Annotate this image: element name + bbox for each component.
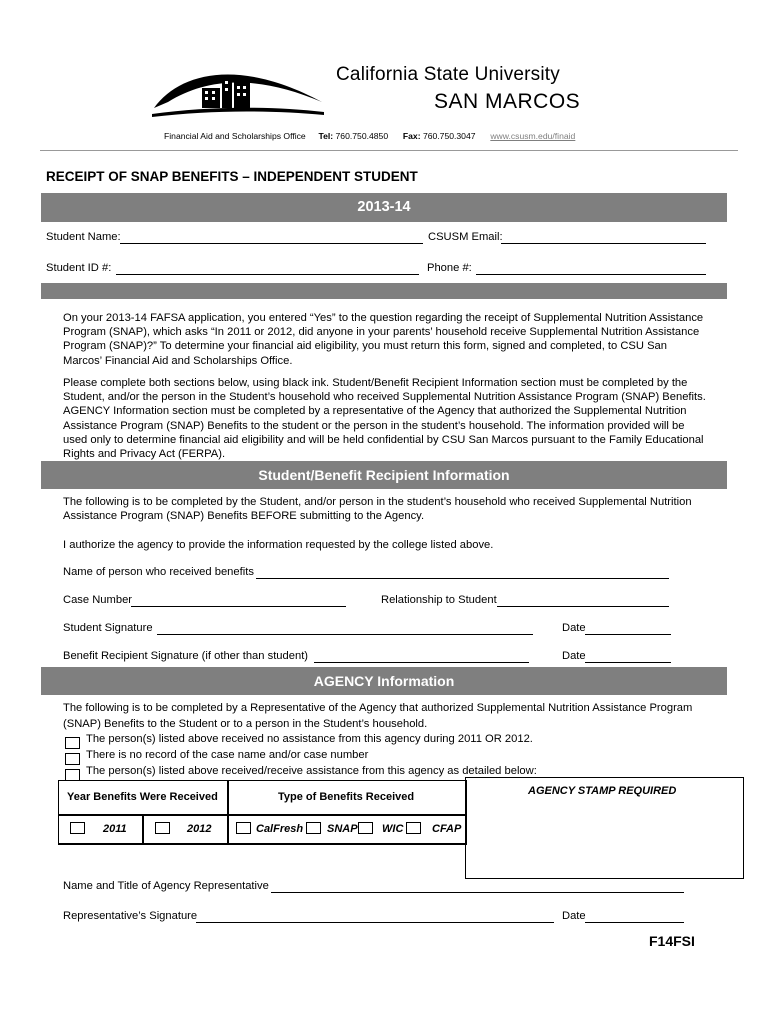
- university-name: California State University: [336, 64, 560, 85]
- office-name: Financial Aid and Scholarships Office: [164, 131, 306, 141]
- student-name-field[interactable]: [120, 243, 423, 244]
- relationship-label: Relationship to Student: [381, 594, 497, 606]
- year-2012-checkbox[interactable]: [155, 822, 170, 834]
- csusm-email-field[interactable]: [501, 243, 706, 244]
- csusm-email-label: CSUSM Email:: [428, 231, 503, 243]
- table-bottom-border: [58, 843, 465, 844]
- header-divider: [40, 150, 738, 151]
- option-no-record-label: There is no record of the case name and/or case number: [86, 749, 369, 761]
- benefit-recipient-name-label: Name of person who received benefits: [63, 566, 254, 578]
- student-signature-label: Student Signature: [63, 622, 153, 634]
- student-id-field[interactable]: [116, 274, 419, 275]
- student-name-label: Student Name:: [46, 231, 121, 243]
- calfresh-checkbox[interactable]: [236, 822, 251, 834]
- phone-field[interactable]: [476, 274, 706, 275]
- year-banner: [41, 193, 727, 222]
- option-no-record-checkbox[interactable]: [65, 753, 80, 765]
- option-no-assistance-checkbox[interactable]: [65, 737, 80, 749]
- form-code: F14FSI: [649, 933, 695, 949]
- snap-checkbox[interactable]: [306, 822, 321, 834]
- fax-number: 760.750.3047: [422, 131, 476, 141]
- intro-paragraph-1: On your 2013-14 FAFSA application, you entered “Yes” to the question regarding the receipt of Supplemental Nutrition Assistance Program (SNAP), which asks “In 2011 or 2012, did anyone in your parents’ household receive Supplemental Nutrition Assistance Program (SNAP)?” To determine your financial aid eligibility, you must return this form, signed and completed, to CSU San Marcos’ Financial Aid and Scholarships Office.: [63, 312, 704, 367]
- cfap-label: CFAP: [432, 823, 462, 835]
- student-signature-date-label: Date: [562, 622, 586, 634]
- relationship-field[interactable]: [497, 606, 669, 607]
- option-no-assistance-label: The person(s) listed above received no assistance from this agency during 2011 OR 2012.: [86, 733, 533, 745]
- student-section-title: Student/Benefit Recipient Information: [258, 467, 510, 483]
- year-column-title: Year Benefits Were Received: [67, 791, 218, 803]
- agency-rep-name-label: Name and Title of Agency Representative: [63, 880, 269, 892]
- rep-signature-field[interactable]: [196, 922, 554, 923]
- rep-signature-date-field[interactable]: [585, 922, 684, 923]
- rep-signature-label: Representative’s Signature: [63, 910, 198, 922]
- authorization-statement: I authorize the agency to provide the information requested by the college listed above.: [63, 539, 494, 551]
- agency-section-title: AGENCY Information: [313, 673, 455, 689]
- academic-year: 2013-14: [357, 199, 411, 215]
- student-signature-field[interactable]: [157, 634, 533, 635]
- agency-stamp-label: AGENCY STAMP REQUIRED: [528, 785, 677, 797]
- recipient-signature-date-label: Date: [562, 650, 586, 662]
- case-number-field[interactable]: [131, 606, 346, 607]
- year-2011-checkbox[interactable]: [70, 822, 85, 834]
- snap-label: SNAP: [327, 823, 358, 835]
- type-column-title: Type of Benefits Received: [278, 791, 415, 803]
- office-contact-line: [164, 131, 575, 141]
- agency-rep-name-field[interactable]: [271, 892, 684, 893]
- csusm-logo-graphic: [150, 62, 325, 120]
- recipient-signature-label: Benefit Recipient Signature (if other than student): [63, 650, 309, 662]
- tel-number: 760.750.4850: [335, 131, 389, 141]
- recipient-signature-field[interactable]: [314, 662, 529, 663]
- case-number-label: Case Number: [63, 594, 133, 606]
- separator-bar: [41, 283, 727, 299]
- student-section-header: [41, 461, 727, 489]
- wic-checkbox[interactable]: [358, 822, 373, 834]
- phone-label: Phone #:: [427, 262, 472, 274]
- student-section-instructions: The following is to be completed by the Student, and/or person in the student’s household who received Supplemental Nutrition Assistance Program (SNAP) Benefits BEFORE submitting to the Agency.: [63, 496, 692, 523]
- agency-section-instructions: The following is to be completed by a Representative of the Agency that authorized Supplemental Nutrition Assistance Program (SNAP) Benefits to the Student or to a person in the Student’s household.: [63, 702, 693, 730]
- benefit-recipient-name-field[interactable]: [256, 578, 669, 579]
- calfresh-label: CalFresh: [256, 823, 304, 835]
- option-received-assistance-label: The person(s) listed above received/receive assistance from this agency as detailed below:: [86, 765, 537, 777]
- campus-name: SAN MARCOS: [434, 90, 581, 113]
- year-2011-label: 2011: [103, 823, 127, 835]
- recipient-signature-date-field[interactable]: [585, 662, 671, 663]
- student-id-label: Student ID #:: [46, 262, 112, 274]
- fax-label: Fax:: [402, 131, 421, 141]
- wic-label: WIC: [382, 823, 404, 835]
- agency-section-header: [41, 667, 727, 695]
- student-signature-date-field[interactable]: [585, 634, 671, 635]
- year-2012-label: 2012: [187, 823, 212, 835]
- form-title: RECEIPT OF SNAP BENEFITS – INDEPENDENT STUDENT: [46, 169, 418, 184]
- cfap-checkbox[interactable]: [406, 822, 421, 834]
- website-link[interactable]: www.csusm.edu/finaid: [490, 131, 576, 141]
- tel-label: Tel:: [318, 131, 334, 141]
- rep-signature-date-label: Date: [562, 910, 586, 922]
- intro-paragraph-2: Please complete both sections below, using black ink. Student/Benefit Recipient Information section must be completed by the Student, and/or the person in the Student’s household who received Supplemental Nutrition Assistance Program (SNAP) Benefits. AGENCY Information section must be completed by a representative of the Agency that authorized the Supplemental Nutrition Assistance Program (SNAP) Benefits to the student or the person in the student’s household. The information provided will be used only to determine financial aid eligibility and will be held confidential by CSU San Marcos pursuant to the Family Educational Rights and Privacy Act (FERPA).: [63, 377, 706, 461]
